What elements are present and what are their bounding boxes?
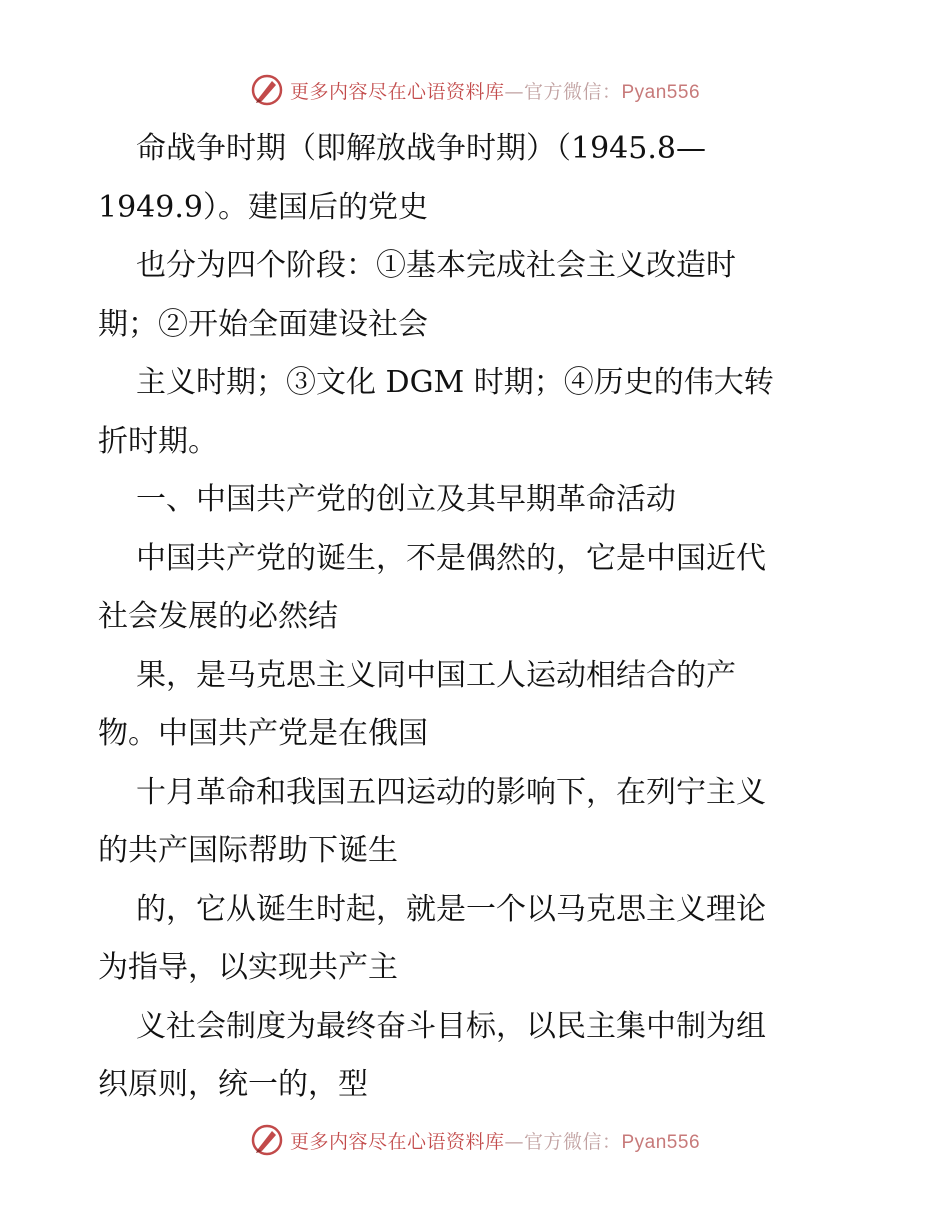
document-body: [98, 120, 858, 1115]
text-line: 果，是马克思主义同中国工人运动相结合的产: [136, 657, 736, 693]
text-line: 主义时期；③文化 DGM 时期；④历史的伟大转: [136, 365, 774, 400]
header-dash: —: [504, 80, 524, 103]
footer-wechat-label: 官方微信：: [523, 1130, 622, 1153]
section-heading: 一、中国共产党的创立及其早期革命活动: [136, 482, 676, 517]
text-line: 期；②开始全面建设社会: [98, 306, 428, 342]
pen-logo-icon: [250, 1123, 284, 1157]
text-line: 织原则，统一的，型: [98, 1067, 368, 1102]
text-line: 为指导，以实现共产主: [98, 950, 398, 985]
footer-wechat-id: Pyan556: [621, 1131, 701, 1153]
text-line: 十月革命和我国五四运动的影响下，在列宁主义: [136, 774, 766, 810]
text-line: 社会发展的必然结: [98, 599, 338, 634]
text-line: 义社会制度为最终奋斗目标，以民主集中制为组: [136, 1008, 766, 1044]
header-wechat-id: Pyan556: [621, 81, 701, 103]
footer-watermark: [0, 1120, 950, 1160]
text-line: 1949.9）。建国后的党史: [98, 189, 428, 225]
footer-watermark-text: [290, 1127, 700, 1154]
header-watermark-text: [290, 77, 700, 104]
text-line: 的共产国际帮助下诞生: [98, 833, 398, 868]
text-line: 也分为四个阶段：①基本完成社会主义改造时: [136, 248, 736, 283]
footer-brand: 更多内容尽在心语资料库: [289, 1130, 505, 1153]
header-wechat-label: 官方微信：: [523, 80, 622, 103]
text-line: 中国共产党的诞生，不是偶然的，它是中国近代: [136, 540, 766, 576]
pen-logo-icon: [250, 73, 284, 107]
header-watermark: [0, 70, 950, 110]
footer-dash: —: [504, 1130, 524, 1153]
text-line: 物。中国共产党是在俄国: [98, 716, 428, 751]
text-line: 折时期。: [98, 423, 218, 459]
header-brand: 更多内容尽在心语资料库: [289, 80, 505, 103]
text-line: 命战争时期（即解放战争时期）（1945.8—: [136, 131, 706, 166]
text-line: 的，它从诞生时起，就是一个以马克思主义理论: [136, 891, 766, 927]
